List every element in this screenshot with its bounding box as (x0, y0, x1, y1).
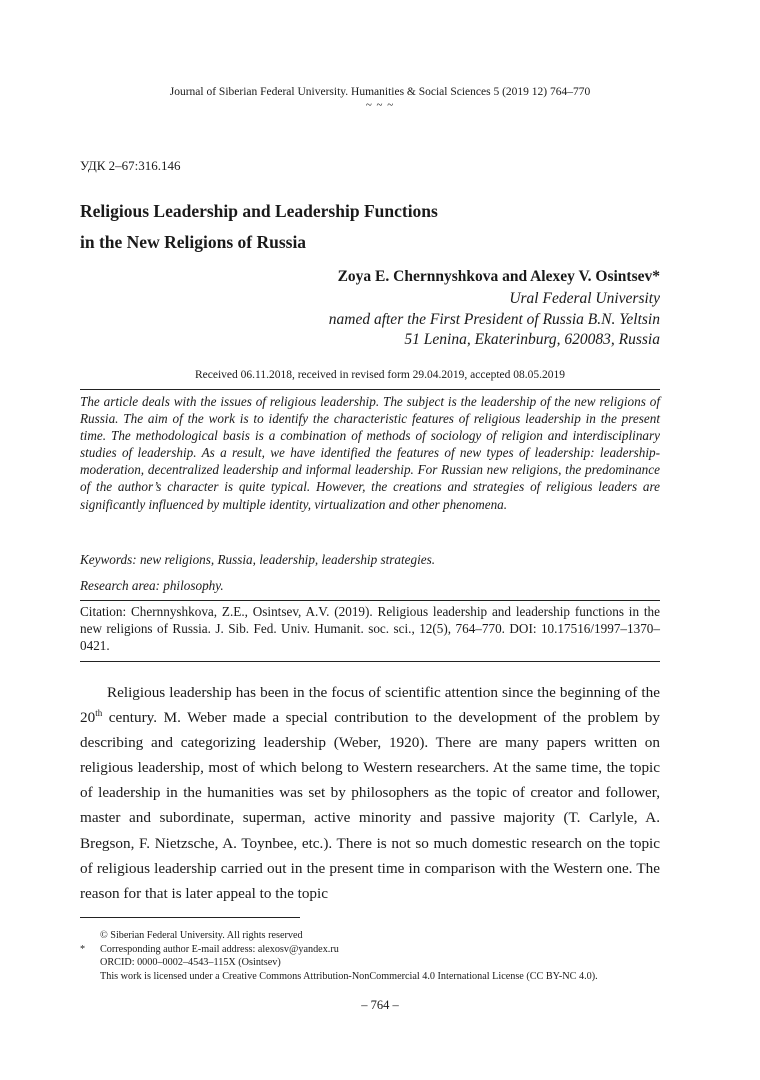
affiliation-line-2: named after the First President of Russia B.N. Yeltsin (328, 310, 660, 328)
ordinal-superscript: th (95, 708, 103, 719)
asterisk-mark: * (80, 943, 86, 955)
citation-top-rule (80, 600, 660, 601)
citation: Citation: Chernnyshkova, Z.E., Osintsev, A.V. (2019). Religious leadership and leadership functions in the new religions of Russia. J. Sib. Fed. Univ. Humanit. soc. sci., 12(5), 764–770. DOI: 10.17516/1997–1370–0421. (80, 604, 660, 654)
title-line-2: in the New Religions of Russia (80, 232, 307, 252)
page-number: – 764 – (361, 998, 399, 1012)
citation-bottom-rule (80, 661, 660, 662)
corresponding-email: Corresponding author E-mail address: alexosv@yandex.ru (100, 943, 339, 955)
affiliation-line-1: Ural Federal University (509, 290, 660, 307)
footnote-orcid: ORCID: 0000–0002–4543–115X (Osintsev) (100, 957, 281, 968)
affiliation-line-3: 51 Lenina, Ekaterinburg, 620083, Russia (404, 331, 660, 348)
keywords: Keywords: new religions, Russia, leadership, leadership strategies. (80, 552, 436, 567)
udk-code: УДК 2–67:316.146 (80, 158, 181, 173)
footnote-license: This work is licensed under a Creative Commons Attribution-NonCommercial 4.0 International License (CC BY-NC 4.0). (100, 970, 598, 982)
abstract: The article deals with the issues of religious leadership. The subject is the leadership of the new religions of Russia. The aim of the work is to identify the characteristic features of religious leadership in the present time. The methodological basis is a combination of methods of sociology of religion and interdisciplinary studies of leadership. As a result, we have identified the features of new types of leadership: leadership-moderation, decentralized leadership and informal leadership. For Russian new religions, the predominance of the author’s character is quite typical. However, the creations and strategies of religious leaders are significantly influenced by multiple identity, virtualization and other phenomena. (80, 394, 660, 512)
body-p1-start: Religious leadership has been in the focus of scientific attention since the beginning of the 20 (80, 684, 660, 727)
title-line-1: Religious Leadership and Leadership Functions (80, 201, 438, 221)
article-title (80, 196, 640, 258)
body-text (80, 680, 660, 906)
footnotes (80, 929, 598, 983)
footnote-corresponding (80, 943, 598, 957)
authors: Zoya E. Chernnyshkova and Alexey V. Osintsev* (337, 268, 660, 285)
research-area: Research area: philosophy. (80, 578, 224, 593)
body-paragraph (80, 680, 660, 906)
journal-header: Journal of Siberian Federal University. Humanities & Social Sciences 5 (2019 12) 764–770 (169, 86, 591, 98)
affiliation (329, 289, 660, 351)
abstract-top-rule (80, 389, 660, 390)
footnote-rule (80, 917, 300, 918)
footnote-copyright: © Siberian Federal University. All rights reserved (100, 930, 303, 941)
body-p1-rest: century. M. Weber made a special contribution to the development of the problem by describing and categorizing leadership (Weber, 1920). There are many papers written on religious leadership, most of which belong to Western researchers. At the same time, the topic of leadership in the humanities was set by philosophers as the topic of creator and follower, master and subordinate, superman, active minority and passive majority (T. Carlyle, A. Bregson, F. Nietzsche, A. Toynbee, etc.). There is not so much domestic research on the topic of religious leadership carried out in the present time in comparison with the Western one. The reason for that is later appeal to the topic (80, 709, 660, 902)
header-separator: ~ ~ ~ (365, 99, 395, 111)
received-dates: Received 06.11.2018, received in revised form 29.04.2019, accepted 08.05.2019 (194, 369, 566, 381)
